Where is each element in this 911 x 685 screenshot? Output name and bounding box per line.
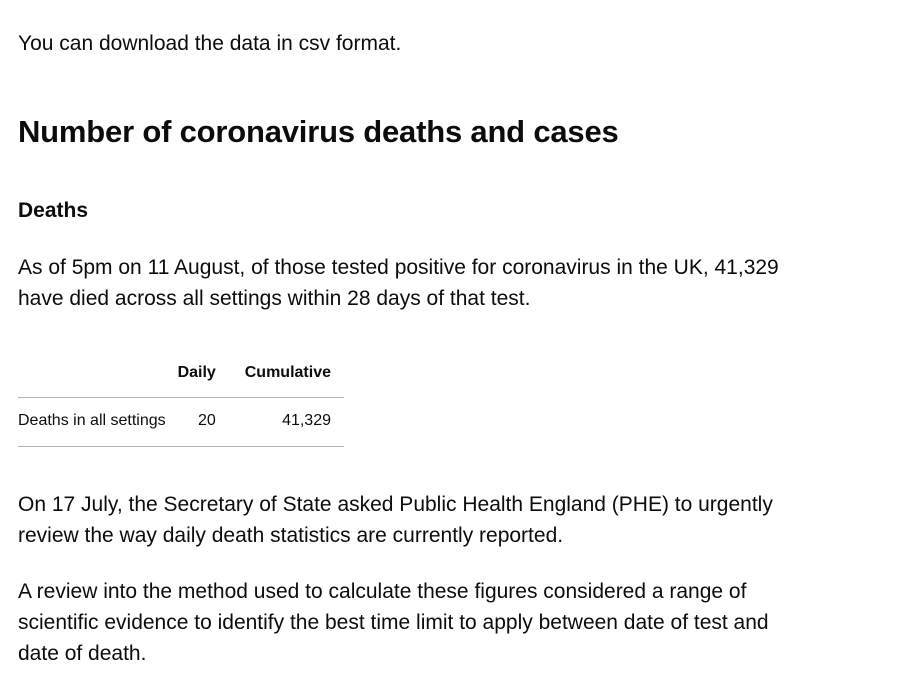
download-paragraph: You can download the data in csv format. bbox=[18, 32, 402, 55]
table-header-daily: Daily bbox=[176, 355, 216, 398]
table-header-empty bbox=[18, 355, 176, 398]
table-header-row bbox=[18, 355, 344, 398]
deaths-intro-paragraph: As of 5pm on 11 August, of those tested positive for coronavirus in the UK, 41,329 have died across all settings within 28 days of that test. bbox=[18, 256, 779, 310]
table-header-cumulative: Cumulative bbox=[216, 355, 344, 398]
review-paragraph: A review into the method used to calculate these figures considered a range of scientific evidence to identify the best time limit to apply between date of test and date of death. bbox=[18, 580, 769, 665]
row-label: Deaths in all settings bbox=[18, 398, 176, 447]
deaths-subheading: Deaths bbox=[18, 199, 89, 222]
row-daily-value: 20 bbox=[176, 398, 216, 447]
row-cumulative-value: 41,329 bbox=[216, 398, 344, 447]
table-row bbox=[18, 398, 344, 447]
deaths-table bbox=[18, 355, 344, 447]
july-paragraph: On 17 July, the Secretary of State asked Public Health England (PHE) to urgently review the way daily death statistics are currently reported. bbox=[18, 493, 773, 547]
section-heading: Number of coronavirus deaths and cases bbox=[18, 114, 619, 149]
